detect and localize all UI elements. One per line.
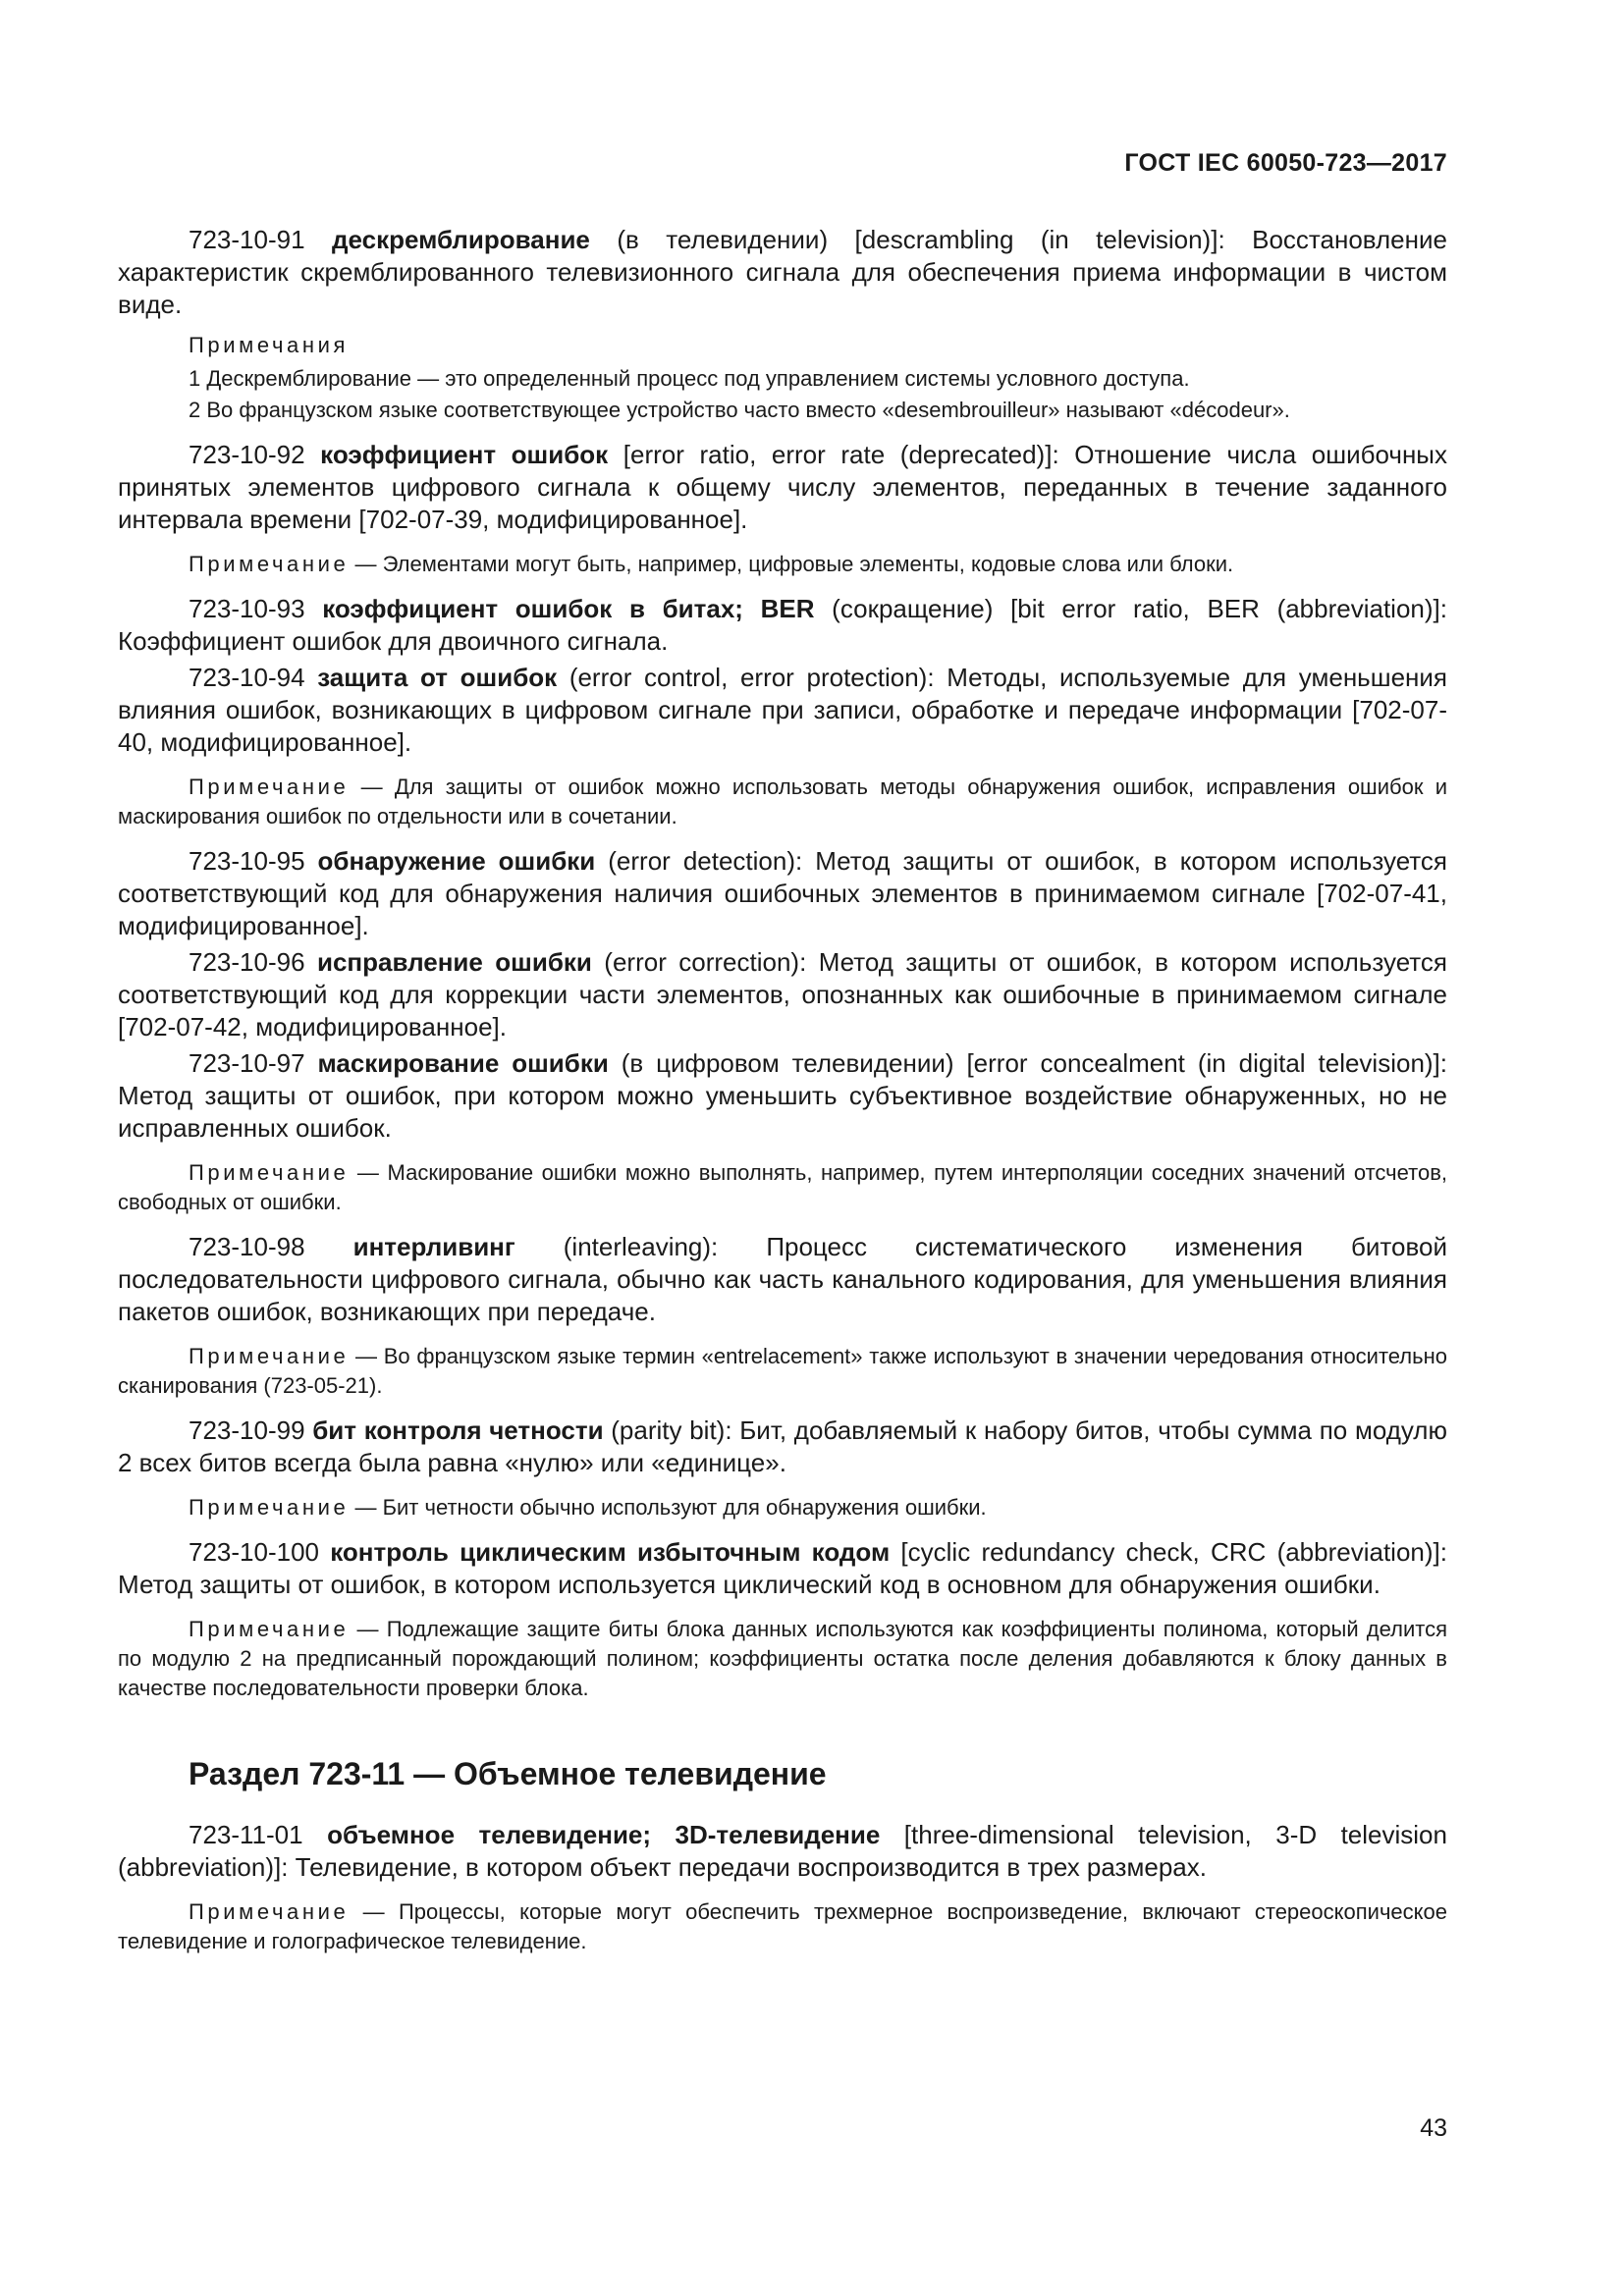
term-title: обнаружение ошибки xyxy=(317,846,596,876)
term-number: 723-10-93 xyxy=(189,594,305,623)
term-entry xyxy=(118,1415,1447,1479)
note-text: — Подлежащие защите биты блока данных используются как коэффициенты полинома, который делится по модулю 2 на предписанный порождающий полином; коэффициенты остатка после деления добавляются к блоку данных в качестве последовательности проверки блока. xyxy=(118,1617,1447,1700)
note-item: 1 Дескремблирование — это определенный процесс под управлением системы условного доступа. xyxy=(189,366,1190,391)
note xyxy=(118,1493,1447,1522)
term-number: 723-10-94 xyxy=(189,663,305,692)
note xyxy=(118,550,1447,579)
term-title: дескремблирование xyxy=(331,225,590,254)
term-number: 723-10-98 xyxy=(189,1232,305,1261)
note-text: — Элементами могут быть, например, цифровые элементы, кодовые слова или блоки. xyxy=(349,552,1234,576)
term-definition: (parity bit): Бит, добавляемый к набору битов, чтобы сумма по модулю 2 всех битов всегда была равна «нулю» или «единице». xyxy=(118,1415,1447,1477)
term-entry xyxy=(118,662,1447,759)
term-definition: [error ratio, error rate (deprecated)]: Отношение числа ошибочных принятых элементов цифрового сигнала к общему числу элементов, переданных в течение заданного интервала времени [702-07-39, модифицированное]. xyxy=(118,440,1447,534)
term-definition: (в цифровом телевидении) [error concealment (in digital television)]: Метод защиты от ошибок, при котором можно уменьшить субъективное воздействие обнаруженных, но не исправленных ошибок. xyxy=(118,1048,1448,1143)
note-label: Примечание xyxy=(189,552,350,576)
note xyxy=(118,773,1447,831)
term-title: маскирование ошибки xyxy=(317,1048,609,1078)
term-title: интерливинг xyxy=(352,1232,515,1261)
term-definition: (interleaving): Процесс систематического изменения битовой последовательности цифрового сигнала, обычно как часть канального кодирования, для уменьшения влияния пакетов ошибок, возникающих при передаче. xyxy=(118,1232,1447,1326)
note-text: — Для защиты от ошибок можно использовать методы обнаружения ошибок, исправления ошибок и маскирования ошибок по отдельности или в сочетании. xyxy=(118,774,1447,828)
term-definition: (в телевидении) [descrambling (in television)]: Восстановление характеристик скремблированного телевизионного сигнала для обеспечения приема информации в чистом виде. xyxy=(118,225,1447,319)
term-number: 723-10-95 xyxy=(189,846,305,876)
note xyxy=(118,1158,1447,1217)
term-entry xyxy=(118,946,1447,1043)
note-label: Примечание xyxy=(189,1160,350,1185)
term-title: коэффициент ошибок в битах; BER xyxy=(322,594,815,623)
term-number: 723-10-96 xyxy=(189,947,305,977)
note-label: Примечание xyxy=(189,1899,350,1924)
note-label: Примечание xyxy=(189,1617,350,1641)
note-text: — Бит четности обычно используют для обнаружения ошибки. xyxy=(349,1495,987,1520)
note-item: 2 Во французском языке соответствующее устройство часто вместо «desembrouilleur» называют «décodeur». xyxy=(189,398,1290,422)
term-definition: (error correction): Метод защиты от ошибок, в котором используется соответствующий код для коррекции части элементов, опознанных как ошибочные в принимаемом сигнале [702-07-42, модифицированное]. xyxy=(118,947,1447,1041)
term-definition: [three-dimensional television, 3-D television (abbreviation)]: Телевидение, в котором объект передачи воспроизводится в трех размерах. xyxy=(118,1820,1447,1882)
term-number: 723-10-91 xyxy=(189,225,305,254)
term-title: защита от ошибок xyxy=(317,663,558,692)
note xyxy=(118,1897,1447,1956)
note-text: — Процессы, которые могут обеспечить трехмерное воспроизведение, включают стереоскопическое телевидение и голографическое телевидение. xyxy=(118,1899,1447,1953)
term-number: 723-10-97 xyxy=(189,1048,305,1078)
term-entry xyxy=(118,845,1447,942)
term-entry xyxy=(118,224,1447,321)
term-entry xyxy=(118,1231,1447,1328)
term-definition: (error detection): Метод защиты от ошибок, в котором используется соответствующий код для обнаружения наличия ошибочных элементов в принимаемом сигнале [702-07-41, модифицированное]. xyxy=(118,846,1447,940)
note-label: Примечание xyxy=(189,1495,350,1520)
note xyxy=(118,1342,1447,1401)
term-title: контроль циклическим избыточным кодом xyxy=(330,1537,891,1567)
section-heading: Раздел 723-11 — Объемное телевидение xyxy=(189,1756,827,1791)
term-number: 723-10-92 xyxy=(189,440,305,469)
term-title: бит контроля четности xyxy=(312,1415,604,1445)
document-header: ГОСТ IEC 60050-723—2017 xyxy=(1124,149,1447,177)
term-number: 723-10-100 xyxy=(189,1537,319,1567)
term-entry xyxy=(118,1047,1447,1145)
document-body xyxy=(118,224,1447,1970)
term-definition: [cyclic redundancy check, CRC (abbreviation)]: Метод защиты от ошибок, в котором используется циклический код в основном для обнаружения ошибки. xyxy=(118,1537,1447,1599)
term-title: коэффициент ошибок xyxy=(320,440,609,469)
note xyxy=(118,1615,1447,1703)
term-title: объемное телевидение; 3D-телевидение xyxy=(327,1820,881,1849)
note-label: Примечание xyxy=(189,1344,350,1368)
term-number: 723-10-99 xyxy=(189,1415,305,1445)
term-title: исправление ошибки xyxy=(316,947,592,977)
note-text: — Маскирование ошибки можно выполнять, например, путем интерполяции соседних значений отсчетов, свободных от ошибки. xyxy=(118,1160,1447,1214)
term-definition: (error control, error protection): Методы, используемые для уменьшения влияния ошибок, возникающих в цифровом сигнале при записи, обработке и передаче информации [702-07-40, модифицированное]. xyxy=(118,663,1448,757)
term-definition: (сокращение) [bit error ratio, BER (abbreviation)]: Коэффициент ошибок для двоичного сигнала. xyxy=(118,594,1447,656)
page-number: 43 xyxy=(1420,2114,1447,2142)
term-number: 723-11-01 xyxy=(189,1820,303,1849)
note-label: Примечание xyxy=(189,774,350,799)
term-entry xyxy=(118,1536,1447,1601)
term-entry xyxy=(118,1819,1447,1884)
term-entry xyxy=(118,593,1447,658)
note-text: — Во французском языке термин «entrelacement» также используют в значении чередования относительно сканирования (723-05-21). xyxy=(118,1344,1447,1398)
notes-heading: Примечания xyxy=(189,333,350,357)
term-entry xyxy=(118,439,1447,536)
